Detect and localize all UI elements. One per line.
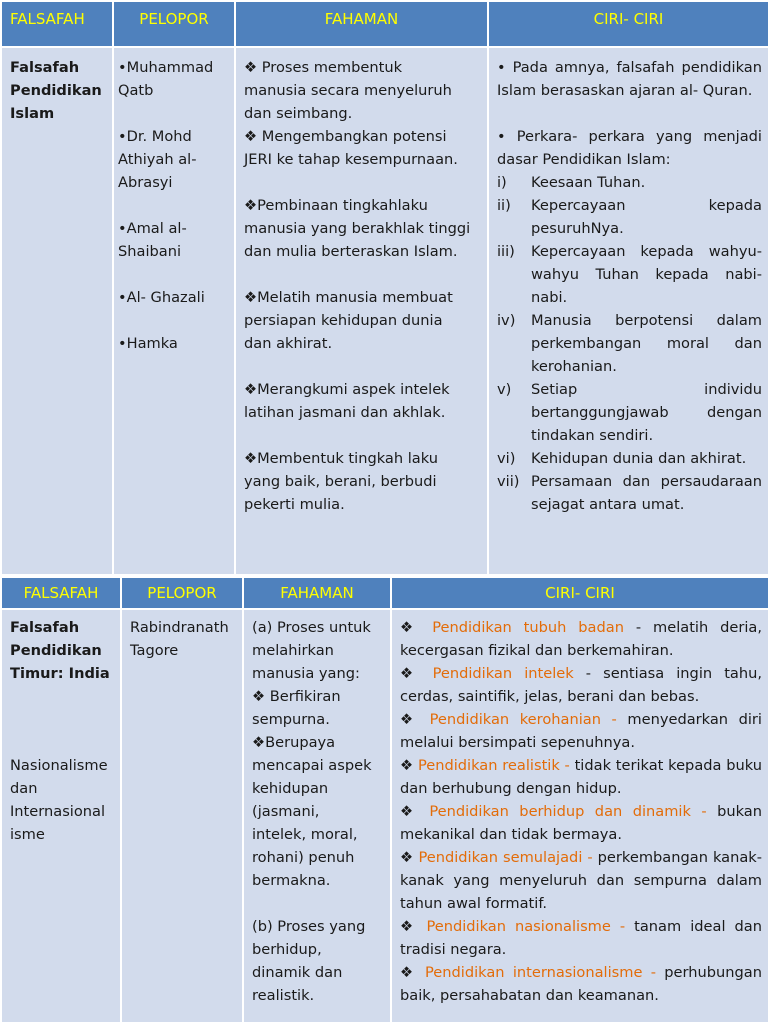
ciri-feature-title: Pendidikan tubuh badan — [432, 619, 624, 636]
pelopor-line: Tagore — [130, 642, 179, 659]
ciri-feature — [400, 800, 762, 846]
ciri-text: Setiap individu bertanggungjawab dengan tindakan sendiri. — [531, 381, 762, 444]
ciri-list — [497, 171, 762, 516]
header-fahaman: FAHAMAN — [243, 577, 391, 609]
ciri-num: vi) — [497, 450, 516, 467]
fahaman-line: ❖Melatih manusia membuat — [244, 289, 453, 306]
ciri-text: Kepercayaan kepada pesuruhNya. — [531, 197, 762, 237]
falsafah-line: Falsafah — [10, 619, 80, 636]
ciri-feature-text: tanam ideal dan tradisi negara. — [400, 918, 762, 958]
fahaman-line: pekerti mulia. — [244, 496, 345, 513]
falsafah-line: Islam — [10, 105, 55, 122]
ciri-feature-text: tidak terikat kepada buku dan berhubung dengan hidup. — [400, 757, 762, 797]
ciri-feature — [400, 708, 762, 754]
ciri-feature — [400, 662, 762, 708]
fahaman-b-line: berhidup, — [252, 941, 322, 958]
diamond-bullet-icon: ❖ — [400, 964, 426, 981]
fahaman-item — [244, 56, 481, 125]
pelopor-item-line: •Al- Ghazali — [118, 289, 205, 306]
ciri-feature-text: - sentiasa ingin tahu, cerdas, saintifik, jelas, berani dan bebas. — [400, 665, 762, 705]
diamond-bullet-icon: ❖ — [400, 619, 433, 636]
ciri-num: v) — [497, 381, 512, 398]
falsafah-sub-line: dan — [10, 780, 38, 797]
pelopor-item-line: Athiyah al- — [118, 151, 197, 168]
diamond-bullet-icon: ❖ — [400, 849, 419, 866]
fahaman-item — [244, 286, 481, 355]
pelopor-item-line: Qatb — [118, 82, 154, 99]
ciri-list-item — [497, 171, 762, 194]
fahaman-a-line: (a) Proses untuk — [252, 619, 371, 636]
ciri-list-item — [497, 470, 762, 516]
ciri-feature — [400, 616, 762, 662]
fahaman-line: manusia yang berakhlak tinggi — [244, 220, 471, 237]
header-pelopor: PELOPOR — [113, 1, 235, 47]
pelopor-item-line: Shaibani — [118, 243, 182, 260]
falsafah-sub-line: isme — [10, 826, 45, 843]
fahaman-line: latihan jasmani dan akhlak. — [244, 404, 446, 421]
falsafah-line: Falsafah — [10, 59, 80, 76]
fahaman-a-item-line: ❖Berupaya — [252, 734, 336, 751]
pelopor-item-line: Abrasyi — [118, 174, 173, 191]
fahaman-a-item — [252, 731, 384, 892]
header-falsafah: FALSAFAH — [1, 1, 113, 47]
pelopor-item-line: •Hamka — [118, 335, 178, 352]
ciri-text: Kepercayaan kepada wahyu-wahyu Tuhan kepada nabi-nabi. — [531, 243, 762, 306]
ciri-text: Kehidupan dunia dan akhirat. — [531, 450, 747, 467]
ciri-feature-text: menyedarkan diri melalui bersimpati sepenuhnya. — [400, 711, 762, 751]
ciri-num: vii) — [497, 473, 520, 490]
diamond-bullet-icon: ❖ — [400, 918, 427, 935]
ciri-num: iii) — [497, 243, 515, 260]
fahaman-line: ❖Membentuk tingkah laku — [244, 450, 438, 467]
fahaman-a-line: manusia yang: — [252, 665, 360, 682]
ciri-list-item — [497, 240, 762, 309]
fahaman-line: ❖ Proses membentuk — [244, 59, 403, 76]
ciri-text: Keesaan Tuhan. — [531, 174, 646, 191]
fahaman-a-item-line: intelek, moral, — [252, 826, 358, 843]
fahaman-item — [244, 447, 481, 516]
fahaman-line: manusia secara menyeluruh — [244, 82, 452, 99]
fahaman-line: ❖ Mengembangkan potensi — [244, 128, 447, 145]
cell-ciri — [488, 47, 768, 575]
fahaman-a-item-line: kehidupan — [252, 780, 329, 797]
header-ciri: CIRI- CIRI — [488, 1, 768, 47]
ciri-feature-title: Pendidikan berhidup dan dinamik - — [429, 803, 707, 820]
cell-ciri — [391, 609, 768, 1023]
cell-fahaman — [243, 609, 391, 1023]
ciri-list-item — [497, 378, 762, 447]
pelopor-item — [118, 332, 228, 355]
falsafah-sub-line: Nasionalisme — [10, 757, 108, 774]
cell-fahaman — [235, 47, 488, 575]
pelopor-item-line: •Dr. Mohd — [118, 128, 192, 145]
fahaman-a-item-line: bermakna. — [252, 872, 331, 889]
fahaman-line: dan seimbang. — [244, 105, 353, 122]
ciri-text: Manusia berpotensi dalam perkembangan moral dan kerohanian. — [531, 312, 762, 375]
diamond-bullet-icon: ❖ — [400, 803, 430, 820]
cell-falsafah — [1, 47, 113, 575]
ciri-list-item — [497, 309, 762, 378]
cell-pelopor — [113, 47, 235, 575]
pelopor-item — [118, 56, 228, 102]
pelopor-item — [118, 125, 228, 194]
fahaman-line: dan akhirat. — [244, 335, 333, 352]
pelopor-item-line: •Amal al- — [118, 220, 187, 237]
ciri-feature-text: bukan mekanikal dan tidak bermaya. — [400, 803, 762, 843]
fahaman-b-line: dinamik dan — [252, 964, 343, 981]
header-falsafah: FALSAFAH — [1, 577, 121, 609]
fahaman-b-line: realistik. — [252, 987, 315, 1004]
fahaman-a-item-line: mencapai aspek — [252, 757, 372, 774]
ciri-lead: • Perkara- perkara yang menjadi dasar Pendidikan Islam: — [497, 128, 762, 168]
header-fahaman: FAHAMAN — [235, 1, 488, 47]
table-header-row — [1, 577, 768, 609]
fahaman-a-item-line: (jasmani, — [252, 803, 320, 820]
header-pelopor: PELOPOR — [121, 577, 243, 609]
ciri-feature-title: Pendidikan nasionalisme - — [426, 918, 626, 935]
pelopor-item — [118, 217, 228, 263]
ciri-num: iv) — [497, 312, 516, 329]
ciri-num: ii) — [497, 197, 511, 214]
ciri-feature-text: perkembangan kanak- kanak yang menyeluruh dan sempurna dalam tahun awal formatif. — [400, 849, 763, 912]
fahaman-a-item-line: rohani) penuh — [252, 849, 355, 866]
pelopor-line: Rabindranath — [130, 619, 229, 636]
falsafah-sub-line: Internasional — [10, 803, 106, 820]
ciri-text: Persamaan dan persaudaraan sejagat antara umat. — [531, 473, 762, 513]
falsafah-line: Pendidikan — [10, 82, 102, 99]
fahaman-line: yang baik, berani, berbudi — [244, 473, 437, 490]
ciri-feature-title: Pendidikan realistik - — [417, 757, 570, 774]
table-row — [1, 47, 768, 575]
ciri-feature-title: Pendidikan internasionalisme - — [425, 964, 657, 981]
cell-falsafah — [1, 609, 121, 1023]
ciri-feature — [400, 846, 762, 915]
ciri-intro: • Pada amnya, falsafah pendidikan Islam berasaskan ajaran al- Quran. — [497, 59, 762, 99]
cell-pelopor — [121, 609, 243, 1023]
fahaman-line: dan mulia berteraskan Islam. — [244, 243, 458, 260]
fahaman-a-line: melahirkan — [252, 642, 334, 659]
table-row — [1, 609, 768, 1023]
header-ciri: CIRI- CIRI — [391, 577, 768, 609]
fahaman-b-line: (b) Proses yang — [252, 918, 366, 935]
diamond-bullet-icon: ❖ — [400, 711, 430, 728]
ciri-feature — [400, 961, 762, 1007]
fahaman-line: JERI ke tahap kesempurnaan. — [244, 151, 458, 168]
fahaman-item — [244, 125, 481, 171]
ciri-feature-text: - melatih deria, kecergasan fizikal dan berkemahiran. — [400, 619, 762, 659]
diamond-bullet-icon: ❖ — [400, 665, 433, 682]
ciri-feature — [400, 754, 762, 800]
table-header-row — [1, 1, 768, 47]
ciri-feature-title: Pendidikan intelek — [432, 665, 574, 682]
fahaman-item — [244, 378, 481, 424]
fahaman-item — [244, 194, 481, 263]
fahaman-a-item-line: ❖ Berfikiran — [252, 688, 341, 705]
falsafah-line: Timur: India — [10, 665, 110, 682]
ciri-feature-title: Pendidikan kerohanian - — [429, 711, 617, 728]
pelopor-item-line: •Muhammad — [118, 59, 214, 76]
fahaman-a-item-line: sempurna. — [252, 711, 330, 728]
fahaman-line: persiapan kehidupan dunia — [244, 312, 443, 329]
ciri-list-item — [497, 447, 762, 470]
ciri-feature-title: Pendidikan semulajadi - — [418, 849, 593, 866]
ciri-feature-text: perhubungan baik, persahabatan dan keamanan. — [400, 964, 763, 1004]
falsafah-line: Pendidikan — [10, 642, 102, 659]
ciri-feature — [400, 915, 762, 961]
fahaman-line: ❖Pembinaan tingkahlaku — [244, 197, 428, 214]
pelopor-item — [118, 286, 228, 309]
table-india — [0, 576, 768, 1024]
fahaman-line: ❖Merangkumi aspek intelek — [244, 381, 450, 398]
diamond-bullet-icon: ❖ — [400, 757, 418, 774]
ciri-num: i) — [497, 174, 507, 191]
ciri-list-item — [497, 194, 762, 240]
fahaman-a-item — [252, 685, 384, 731]
